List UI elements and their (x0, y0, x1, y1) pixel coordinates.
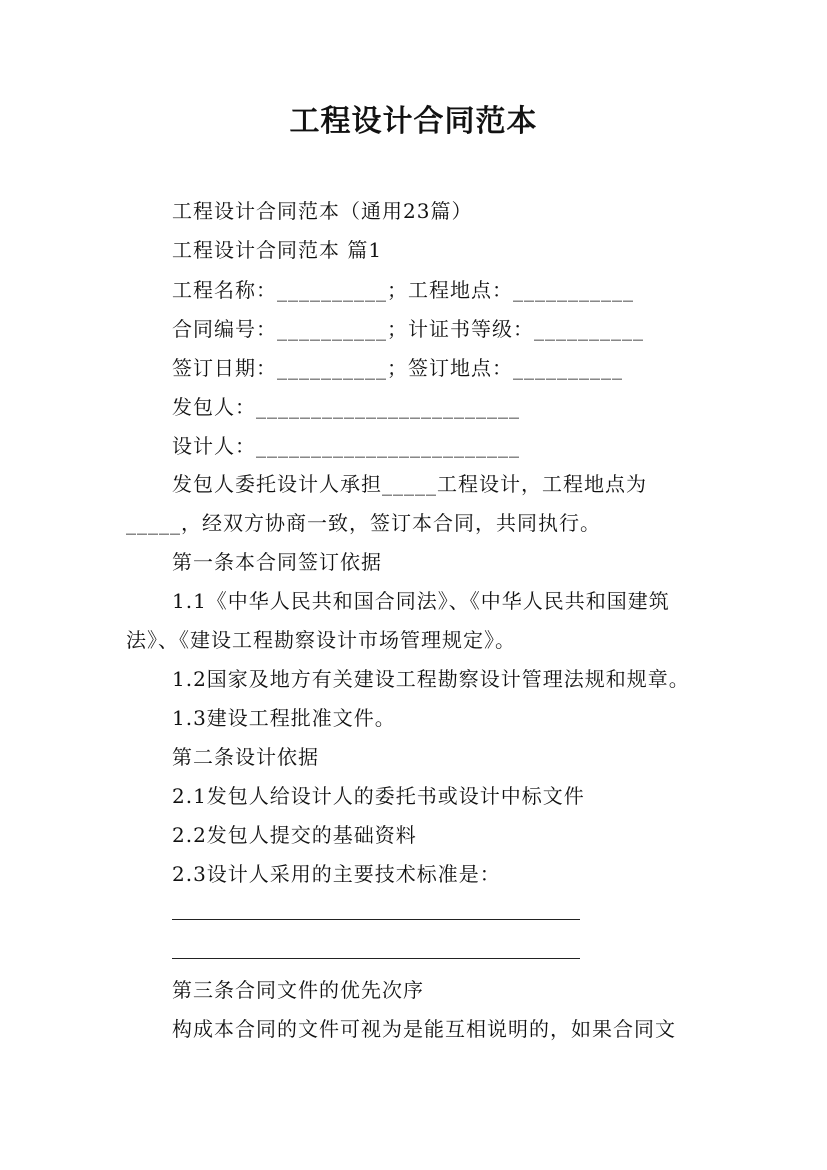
blank-rule (172, 919, 580, 920)
field-line-designer: 设计人：________________________ (172, 434, 520, 458)
clause-line: 2.1发包人给设计人的委托书或设计中标文件 (172, 784, 585, 808)
field-line-date: 签订日期：__________；签订地点：__________ (172, 356, 623, 380)
clause-line: 法》、《建设工程勘察设计市场管理规定》。 (126, 628, 516, 652)
clause-line: 1.2国家及地方有关建设工程勘察设计管理法规和规章。 (172, 667, 690, 691)
paragraph-line: 发包人委托设计人承担_____工程设计，工程地点为 (172, 472, 647, 496)
article-heading-2: 第二条设计依据 (172, 745, 319, 769)
field-line-employer: 发包人：________________________ (172, 395, 520, 419)
clause-line: 1.1《中华人民共和国合同法》、《中华人民共和国建筑 (172, 589, 670, 613)
paragraph-line: 构成本合同的文件可视为是能互相说明的，如果合同文 (172, 1017, 676, 1041)
paragraph-line: _____，经双方协商一致，签订本合同，共同执行。 (126, 511, 601, 535)
subtitle-line: 工程设计合同范本（通用23篇） (172, 199, 473, 223)
section-heading: 工程设计合同范本 篇1 (172, 238, 383, 262)
document-title: 工程设计合同范本 (289, 104, 538, 139)
article-heading-3: 第三条合同文件的优先次序 (172, 978, 424, 1002)
clause-line: 2.2发包人提交的基础资料 (172, 823, 417, 847)
clause-line: 1.3建设工程批准文件。 (172, 706, 396, 730)
field-line-contract: 合同编号：__________；计证书等级：__________ (172, 317, 644, 341)
blank-rule (172, 958, 580, 959)
field-line-project: 工程名称：__________；工程地点：___________ (172, 278, 634, 302)
clause-line: 2.3设计人采用的主要技术标准是： (172, 862, 501, 886)
article-heading-1: 第一条本合同签订依据 (172, 550, 382, 574)
